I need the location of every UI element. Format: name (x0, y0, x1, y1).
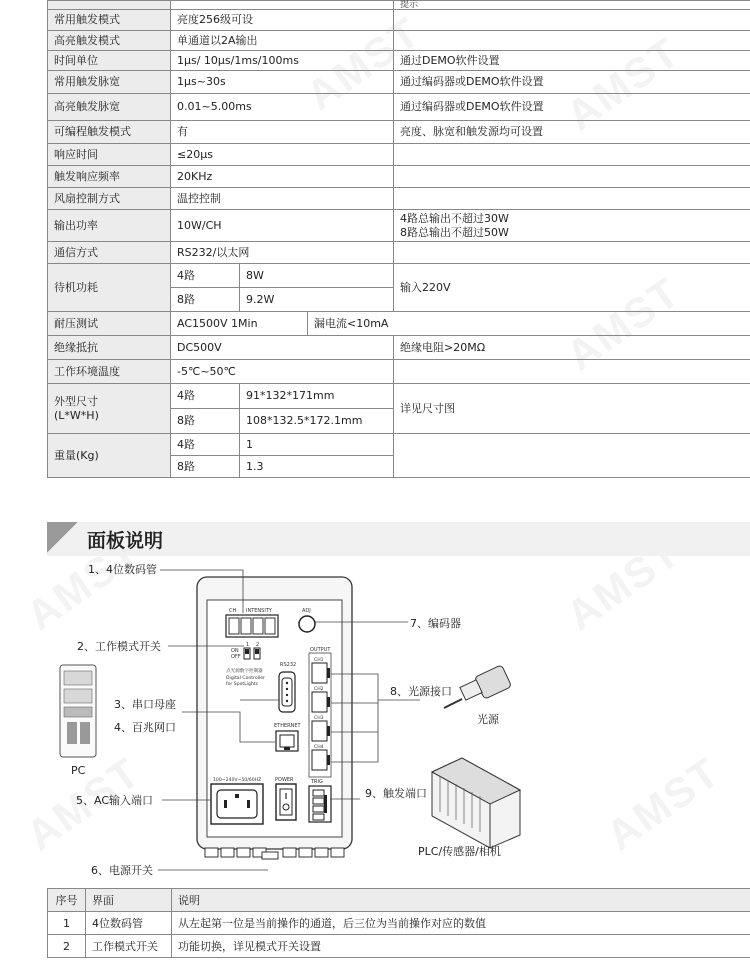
spec-value: 单通道以2A输出 (171, 31, 394, 51)
spec-label: 高亮触发模式 (48, 31, 171, 51)
rs232-label: RS232 (280, 662, 297, 668)
spec-value: 温控控制 (171, 188, 394, 210)
switch-off-label: OFF (231, 654, 241, 660)
spec-value: RS232/以太网 (171, 242, 394, 264)
spec-label: 风扇控制方式 (48, 188, 171, 210)
callout-power: 6、电源开关 (91, 864, 153, 877)
spec-label-line: 外型尺寸 (54, 394, 98, 408)
callout-ac: 5、AC输入端口 (76, 794, 154, 807)
plc-label: PLC/传感器/相机 (418, 845, 501, 858)
ch-label: CH (229, 608, 237, 614)
ethernet-label: ETHERNET (274, 723, 301, 729)
spec-label: 响应时间 (48, 144, 171, 166)
legend-name: 4位数码管 (86, 912, 172, 935)
ch2-label: CH2 (314, 687, 324, 692)
spec-label: 高亮触发脉宽 (48, 94, 171, 121)
legend-table (47, 888, 750, 958)
spec-value: 91*132*171mm (240, 384, 394, 409)
spec-value: 1.3 (240, 456, 394, 478)
spec-value: 1μs~30s (171, 71, 394, 94)
intensity-label: INTENSITY (246, 608, 272, 614)
spec-note: 通过DEMO软件设置 (394, 51, 750, 71)
callout-serial: 3、串口母座 (114, 698, 176, 711)
ac-input-port[interactable] (211, 784, 263, 824)
spec-value: 9.2W (240, 288, 394, 312)
spec-label: 时间单位 (48, 51, 171, 71)
encoder-knob[interactable] (299, 616, 315, 632)
spec-value: 8W (240, 264, 394, 288)
spec-value: 10W/CH (171, 210, 394, 242)
legend-header-no: 序号 (48, 889, 86, 912)
spec-label: 重量(Kg) (48, 434, 171, 478)
spec-note: 通过编码器或DEMO软件设置 (394, 94, 750, 121)
spec-note (394, 210, 750, 242)
legend-row (48, 935, 750, 958)
spec-note-line: 8路总输出不超过50W (400, 225, 509, 239)
spec-value: 20KHz (171, 166, 394, 188)
plc-icon (432, 758, 520, 848)
brand-text: for SpotLights (226, 682, 259, 687)
ethernet-port[interactable] (276, 731, 298, 751)
legend-header (48, 889, 750, 912)
callout-output: 8、光源接口 (390, 685, 452, 698)
section-accent (47, 522, 81, 556)
switch-on-label: ON (231, 648, 239, 654)
spec-label: 输出功率 (48, 210, 171, 242)
spec-sub-label: 4路 (171, 384, 240, 409)
spec-label: 常用触发模式 (48, 10, 171, 31)
spec-sub-label: 8路 (171, 456, 240, 478)
spec-value: AC1500V 1Min (171, 312, 308, 336)
power-switch[interactable] (276, 784, 296, 820)
switch-1-label: 1 (246, 642, 250, 648)
light-label: 光源 (477, 713, 499, 726)
callout-display: 1、4位数码管 (88, 563, 157, 576)
ch1-label: CH1 (314, 658, 324, 663)
pc-icon (60, 665, 96, 757)
spec-value: 有 (171, 121, 394, 144)
spec-note (394, 144, 750, 166)
spec-value: -5℃~50℃ (171, 360, 394, 384)
light-source-icon (444, 665, 512, 708)
ch4-label: CH4 (314, 745, 324, 750)
spec-value: 0.01~5.00ms (171, 94, 394, 121)
spec-note: 详见尺寸图 (394, 384, 750, 434)
panel-diagram (0, 560, 750, 880)
spec-value: 1 (240, 434, 394, 456)
spec-note (394, 10, 750, 31)
spec-note (394, 360, 750, 384)
spec-note (394, 434, 750, 478)
legend-name: 工作模式开关 (86, 935, 172, 958)
legend-no: 1 (48, 912, 86, 935)
spec-value: 1μs/ 10μs/1ms/100ms (171, 51, 394, 71)
spec-label: 绝缘抵抗 (48, 336, 171, 360)
callout-encoder: 7、编码器 (410, 617, 461, 630)
spec-label (48, 384, 171, 434)
spec-sub-label: 8路 (171, 409, 240, 434)
spec-note: 亮度、脉宽和触发源均可设置 (394, 121, 750, 144)
spec-note (394, 31, 750, 51)
spec-note: 输入220V (394, 264, 750, 312)
top-fragment: 提示 (394, 1, 750, 10)
spec-note (394, 242, 750, 264)
legend-row (48, 912, 750, 935)
output-label: OUTPUT (310, 647, 331, 653)
spec-value: 108*132.5*172.1mm (240, 409, 394, 434)
switch-2-label: 2 (256, 642, 260, 648)
spec-label-line: (L*W*H) (54, 408, 99, 422)
ch3-label: CH3 (314, 716, 324, 721)
spec-note (394, 166, 750, 188)
spec-sub-label: 4路 (171, 434, 240, 456)
callout-mode-switch: 2、工作模式开关 (77, 640, 161, 653)
spec-table (47, 0, 750, 478)
rs232-port[interactable] (279, 672, 295, 712)
digital-display (226, 615, 278, 637)
spec-label: 可编程触发模式 (48, 121, 171, 144)
spec-label: 耐压测试 (48, 312, 171, 336)
spec-label: 工作环境温度 (48, 360, 171, 384)
spec-note: 绝缘电阻>20MΩ (394, 336, 750, 360)
power-label: POWER (275, 777, 294, 783)
spec-note: 漏电流<10mA (308, 312, 750, 336)
callout-trigger: 9、触发端口 (365, 787, 427, 800)
spec-label: 常用触发脉宽 (48, 71, 171, 94)
legend-desc: 功能切换，详见模式开关设置 (172, 935, 750, 958)
callout-ethernet: 4、百兆网口 (114, 721, 176, 734)
spec-note: 通过编码器或DEMO软件设置 (394, 71, 750, 94)
ac-label: 100~240V~50/60HZ (213, 778, 262, 783)
legend-header-desc: 说明 (172, 889, 750, 912)
section-header (47, 522, 750, 556)
legend-desc: 从左起第一位是当前操作的通道，后三位为当前操作对应的数值 (172, 912, 750, 935)
pc-label: PC (71, 764, 86, 777)
spec-label: 待机功耗 (48, 264, 171, 312)
spec-note-line: 4路总输出不超过30W (400, 211, 509, 225)
adj-label: ADJ (302, 608, 311, 614)
spec-sub-label: 8路 (171, 288, 240, 312)
spec-label: 触发响应频率 (48, 166, 171, 188)
spec-label: 通信方式 (48, 242, 171, 264)
trigger-port[interactable] (309, 786, 331, 822)
legend-no: 2 (48, 935, 86, 958)
brand-text: Digital Controller (226, 676, 265, 681)
spec-value: ≤20μs (171, 144, 394, 166)
spec-value: DC500V (171, 336, 394, 360)
brand-text: 点光源数字控制器 (226, 669, 263, 674)
spec-sub-label: 4路 (171, 264, 240, 288)
spec-value: 亮度256级可设 (171, 10, 394, 31)
legend-header-name: 界面 (86, 889, 172, 912)
spec-note (394, 188, 750, 210)
trig-label: TRIG (311, 779, 323, 785)
section-title: 面板说明 (87, 530, 164, 552)
